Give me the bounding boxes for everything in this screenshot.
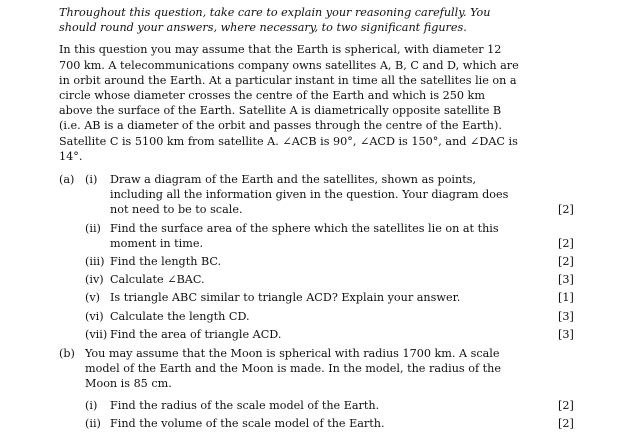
sub-text: Find the surface area of the sphere which the satellites lie on at this moment in time. [110, 221, 499, 250]
sub-label: (vi) [85, 309, 104, 323]
marks: [3] [558, 309, 574, 323]
part-a-iv [59, 272, 574, 287]
part-b-label: (b) [59, 347, 75, 361]
intro-instructions: Throughout this question, take care to explain your reasoning carefully. You should round your answers, where necessary, to two significant figures. [59, 6, 491, 35]
marks: [3] [558, 273, 574, 287]
part-a-v [59, 290, 574, 305]
part-a-vi [59, 309, 574, 324]
sub-label: (iii) [85, 255, 105, 269]
marks: [2] [558, 398, 574, 412]
part-a-i [59, 172, 574, 218]
part-b [59, 346, 574, 431]
sub-label: (i) [85, 398, 98, 412]
part-a-label: (a) [59, 173, 75, 187]
part-b-ii [59, 416, 574, 431]
marks: [2] [558, 416, 574, 430]
sub-label: (v) [85, 291, 101, 305]
sub-text: Draw a diagram of the Earth and the satellites, shown as points, including all the information given in the question. Your diagram does not need to be to scale. [110, 173, 509, 217]
part-a [59, 172, 574, 342]
sub-text: Is triangle ABC similar to triangle ACD? Explain your answer. [110, 291, 461, 305]
part-a-ii [59, 221, 574, 251]
sub-text: Find the length BC. [110, 255, 222, 269]
marks: [2] [558, 255, 574, 269]
sub-text: Find the area of triangle ACD. [110, 327, 282, 341]
marks: [2] [558, 236, 574, 250]
marks: [3] [558, 327, 574, 341]
sub-label: (iv) [85, 273, 104, 287]
marks: [2] [558, 203, 574, 217]
sub-label: (ii) [85, 221, 101, 235]
part-b-intro: You may assume that the Moon is spherical with radius 1700 km. A scale model of the Earth and the Moon is made. In the model, the radius of the Moon is 85 cm. [85, 347, 501, 391]
sub-label: (vii) [85, 327, 108, 341]
sub-text: Calculate ∠BAC. [110, 273, 205, 287]
sub-text: Find the radius of the scale model of the Earth. [110, 398, 380, 412]
sub-label: (i) [85, 173, 98, 187]
question-page [59, 5, 574, 435]
sub-label: (ii) [85, 416, 101, 430]
part-a-vii [59, 327, 574, 342]
question-stem: In this question you may assume that the Earth is spherical, with diameter 12 700 km. A telecommunications company owns satellites A, B, C and D, which are in orbit around the Earth. At a particular instant in time all the satellites lie on a circle whose diameter crosses the centre of the Earth and which is 250 km above the surface of the Earth. Satellite A is diametrically opposite satellite B (i.e. AB is a diameter of the orbit and passes through the centre of the Earth). Satellite C is 5100 km from satellite A. ∠ACB is 90°, ∠ACD is 150°, and ∠DAC is 14°. [59, 43, 519, 163]
sub-text: Calculate the length CD. [110, 309, 250, 323]
part-b-i [59, 398, 574, 413]
marks: [1] [558, 291, 574, 305]
sub-text: Find the volume of the scale model of the Earth. [110, 416, 385, 430]
part-a-iii [59, 254, 574, 269]
